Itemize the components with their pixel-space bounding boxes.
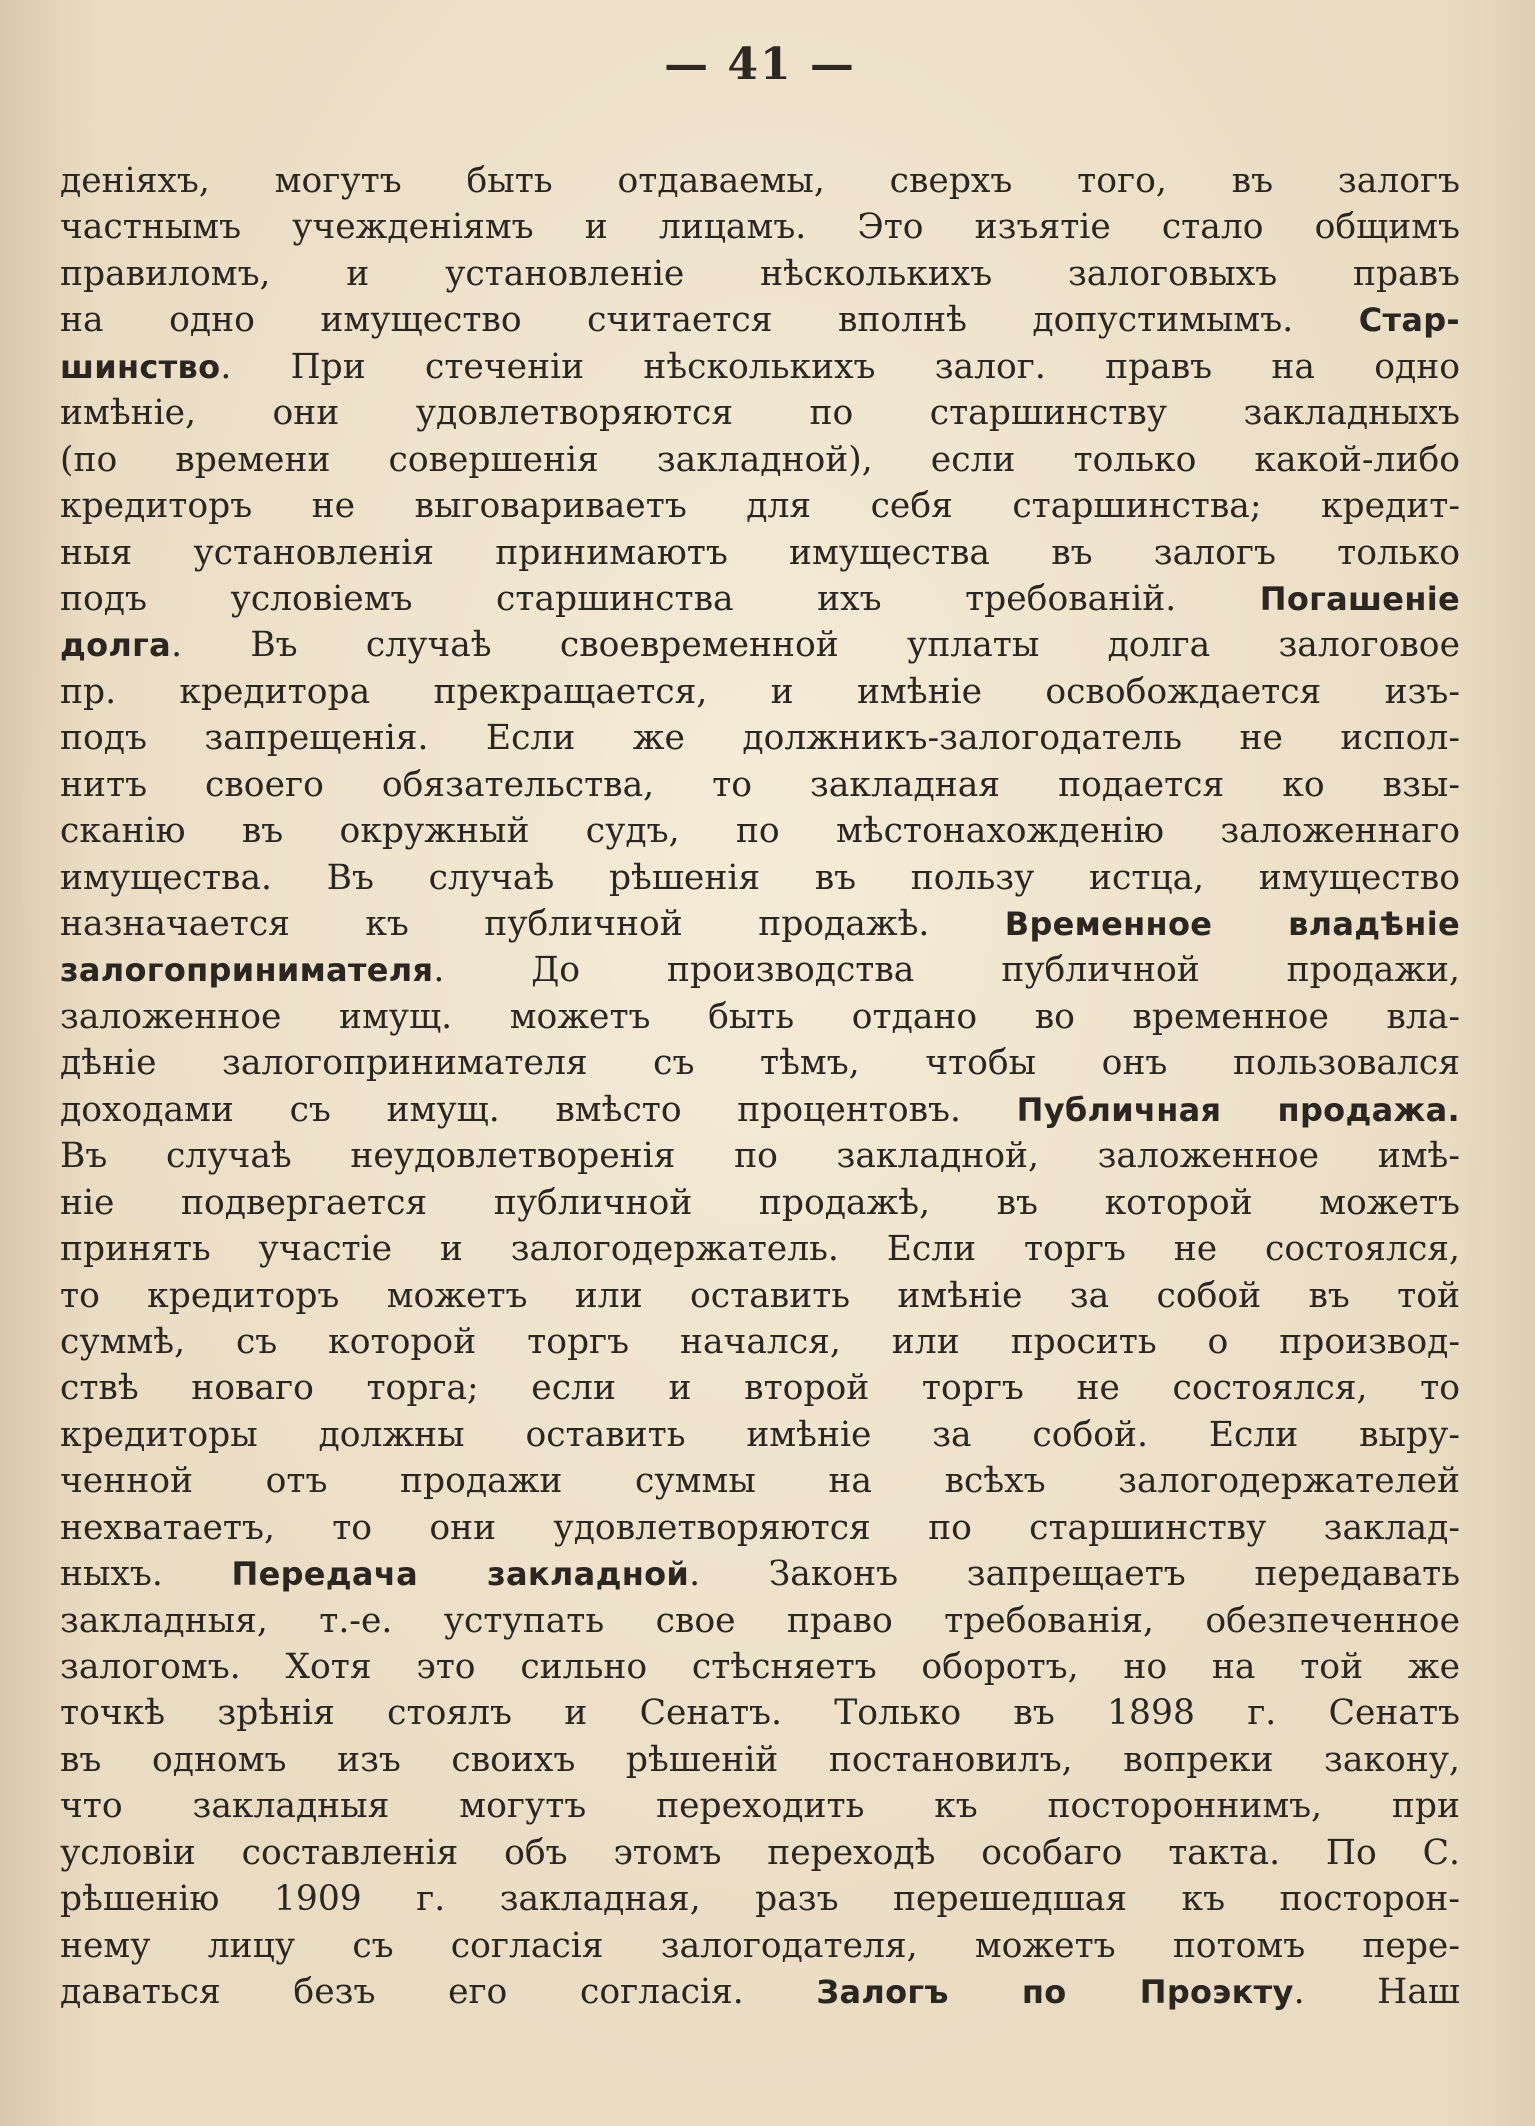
text-line: ствѣ новаго торга; если и второй торгъ не состоялся, то — [60, 1368, 1460, 1409]
text-line: частнымъ учежденіямъ и лицамъ. Это изъятіе стало общимъ — [60, 207, 1460, 248]
text-line: дѣніе залогопринимателя съ тѣмъ, чтобы онъ пользовался — [60, 1043, 1460, 1084]
section-heading: Погашеніе — [1259, 579, 1460, 618]
section-heading: долга — [60, 626, 172, 665]
text-line: залогопринимателя. До производства публичной продажи, — [60, 950, 1460, 991]
text-line: закладныя, т.-е. уступать свое право требованія, обезпеченное — [60, 1600, 1460, 1641]
text-line: ніе подвергается публичной продажѣ, въ которой можетъ — [60, 1182, 1460, 1223]
text-line: условіи составленія объ этомъ переходѣ особаго такта. По С. — [60, 1832, 1460, 1873]
text-line: нехватаетъ, то они удовлетворяются по старшинству заклад- — [60, 1507, 1460, 1548]
text-line: нему лицу съ согласія залогодателя, можетъ потомъ пере- — [60, 1925, 1460, 1966]
text-line: на одно имущество считается вполнѣ допустимымъ. Стар- — [60, 300, 1460, 341]
text-line: сканію въ окружный судъ, по мѣстонахожденію заложеннаго — [60, 811, 1460, 852]
text-line: пр. кредитора прекращается, и имѣніе освобождается изъ- — [60, 671, 1460, 712]
text-line: имѣніе, они удовлетворяются по старшинству закладныхъ — [60, 393, 1460, 434]
section-heading: Временное владѣніе — [1004, 905, 1460, 943]
text-line: подъ запрещенія. Если же должникъ-залогодатель не испол- — [60, 718, 1460, 759]
section-heading: залогопринимателя — [60, 951, 434, 990]
book-page — [60, 30, 1460, 2090]
text-line: заложенное имущ. можетъ быть отдано во временное вла- — [60, 996, 1460, 1037]
section-heading: Публичная продажа. — [1016, 1090, 1460, 1129]
text-line: правиломъ, и установленіе нѣсколькихъ залоговыхъ правъ — [60, 253, 1460, 294]
text-line: кредиторъ не выговариваетъ для себя старшинства; кредит- — [60, 486, 1460, 527]
text-line: ченной отъ продажи суммы на всѣхъ залогодержателей — [60, 1461, 1460, 1502]
text-line: залогомъ. Хотя это сильно стѣсняетъ оборотъ, но на той же — [60, 1647, 1460, 1687]
body-text — [60, 158, 1460, 2016]
text-line: шинство. При стеченіи нѣсколькихъ залог. правъ на одно — [60, 346, 1460, 387]
text-line: подъ условіемъ старшинства ихъ требованій. Погашеніе — [60, 578, 1460, 619]
text-line: деніяхъ, могутъ быть отдаваемы, сверхъ того, въ залогъ — [60, 161, 1460, 201]
text-line: что закладныя могутъ переходить къ постороннимъ, при — [60, 1786, 1460, 1827]
text-line: кредиторы должны оставить имѣніе за собой. Если выру- — [60, 1414, 1460, 1455]
text-line: точкѣ зрѣнія стоялъ и Сенатъ. Только въ 1898 г. Сенатъ — [60, 1693, 1460, 1734]
section-heading: Стар- — [1358, 301, 1460, 340]
text-line: долга. Въ случаѣ своевременной уплаты долга залоговое — [60, 625, 1460, 666]
text-line: даваться безъ его согласія. Залогъ по Проэкту. Наш — [60, 1972, 1460, 2013]
text-line: рѣшенію 1909 г. закладная, разъ перешедшая къ посторон- — [60, 1879, 1460, 1920]
text-line: (по времени совершенія закладной), если только какой-либо — [60, 439, 1460, 480]
text-line: доходами съ имущ. вмѣсто процентовъ. Публичная продажа. — [60, 1089, 1460, 1130]
text-line: ныхъ. Передача закладной. Законъ запрещаетъ передавать — [60, 1554, 1460, 1595]
section-heading: шинство — [60, 347, 221, 386]
page-number: — 41 — — [664, 39, 856, 90]
text-line: нитъ своего обязательства, то закладная подается ко взы- — [60, 764, 1460, 805]
text-line: имущества. Въ случаѣ рѣшенія въ пользу истца, имущество — [60, 857, 1460, 898]
text-line: ныя установленія принимаютъ имущества въ залогъ только — [60, 532, 1460, 573]
text-line: суммѣ, съ которой торгъ начался, или просить о производ- — [60, 1321, 1460, 1362]
text-line: назначается къ публичной продажѣ. Временное владѣніе — [60, 904, 1460, 944]
section-heading: Залогъ по Проэкту — [816, 1973, 1294, 2012]
section-heading: Передача закладной — [231, 1555, 690, 1594]
text-line: то кредиторъ можетъ или оставить имѣніе за собой въ той — [60, 1275, 1460, 1316]
text-line: въ одномъ изъ своихъ рѣшеній постановилъ, вопреки закону, — [60, 1739, 1460, 1780]
text-line: Въ случаѣ неудовлетворенія по закладной, заложенное имѣ- — [60, 1136, 1460, 1177]
text-line: принять участіе и залогодержатель. Если торгъ не состоялся, — [60, 1229, 1460, 1270]
